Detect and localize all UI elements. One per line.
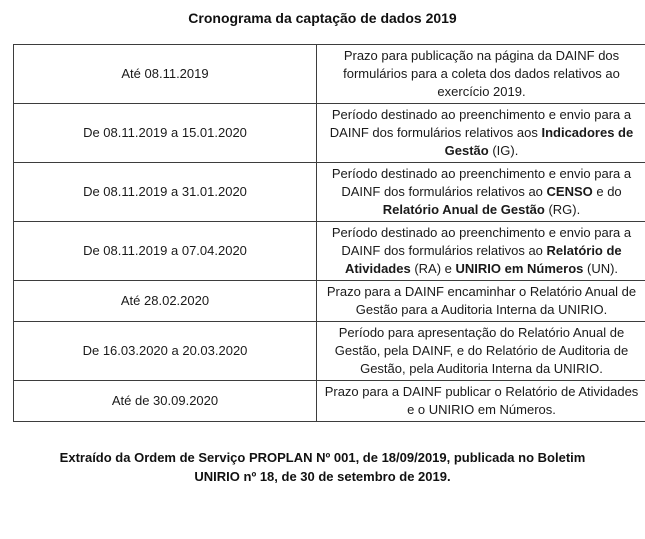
table-row xyxy=(14,281,645,322)
description-cell: Período destinado ao preenchimento e envio para a DAINF dos formulários relativos ao Relatório de Atividades (RA) e UNIRIO em Números (UN). xyxy=(317,222,645,281)
period-cell: De 16.03.2020 a 20.03.2020 xyxy=(14,322,317,381)
page-title: Cronograma da captação de dados 2019 xyxy=(188,10,457,26)
description-cell: Prazo para a DAINF encaminhar o Relatório Anual de Gestão para a Auditoria Interna da UNIRIO. xyxy=(317,281,645,322)
description-cell: Período destinado ao preenchimento e envio para a DAINF dos formulários relativos ao CENSO e do Relatório Anual de Gestão (RG). xyxy=(317,163,645,222)
description-cell: Prazo para a DAINF publicar o Relatório de Atividades e o UNIRIO em Números. xyxy=(317,381,645,422)
period-cell: Até de 30.09.2020 xyxy=(14,381,317,422)
table-row xyxy=(14,104,645,163)
period-cell: Até 28.02.2020 xyxy=(14,281,317,322)
source-note: Extraído da Ordem de Serviço PROPLAN Nº 001, de 18/09/2019, publicada no Boletim UNIRIO nº 18, de 30 de setembro de 2019. xyxy=(59,450,586,484)
table-row xyxy=(14,45,645,104)
table-row xyxy=(14,222,645,281)
period-cell: De 08.11.2019 a 07.04.2020 xyxy=(14,222,317,281)
schedule-table xyxy=(13,44,645,422)
period-cell: De 08.11.2019 a 31.01.2020 xyxy=(14,163,317,222)
description-cell: Prazo para publicação na página da DAINF dos formulários para a coleta dos dados relativos ao exercício 2019. xyxy=(317,45,645,104)
schedule-table-body xyxy=(14,45,645,422)
period-cell: De 08.11.2019 a 15.01.2020 xyxy=(14,104,317,163)
table-row xyxy=(14,381,645,422)
description-cell: Período para apresentação do Relatório Anual de Gestão, pela DAINF, e do Relatório de Auditoria de Gestão, pela Auditoria Interna da UNIRIO. xyxy=(317,322,645,381)
table-row xyxy=(14,322,645,381)
description-cell: Período destinado ao preenchimento e envio para a DAINF dos formulários relativos aos Indicadores de Gestão (IG). xyxy=(317,104,645,163)
period-cell: Até 08.11.2019 xyxy=(14,45,317,104)
table-row xyxy=(14,163,645,222)
